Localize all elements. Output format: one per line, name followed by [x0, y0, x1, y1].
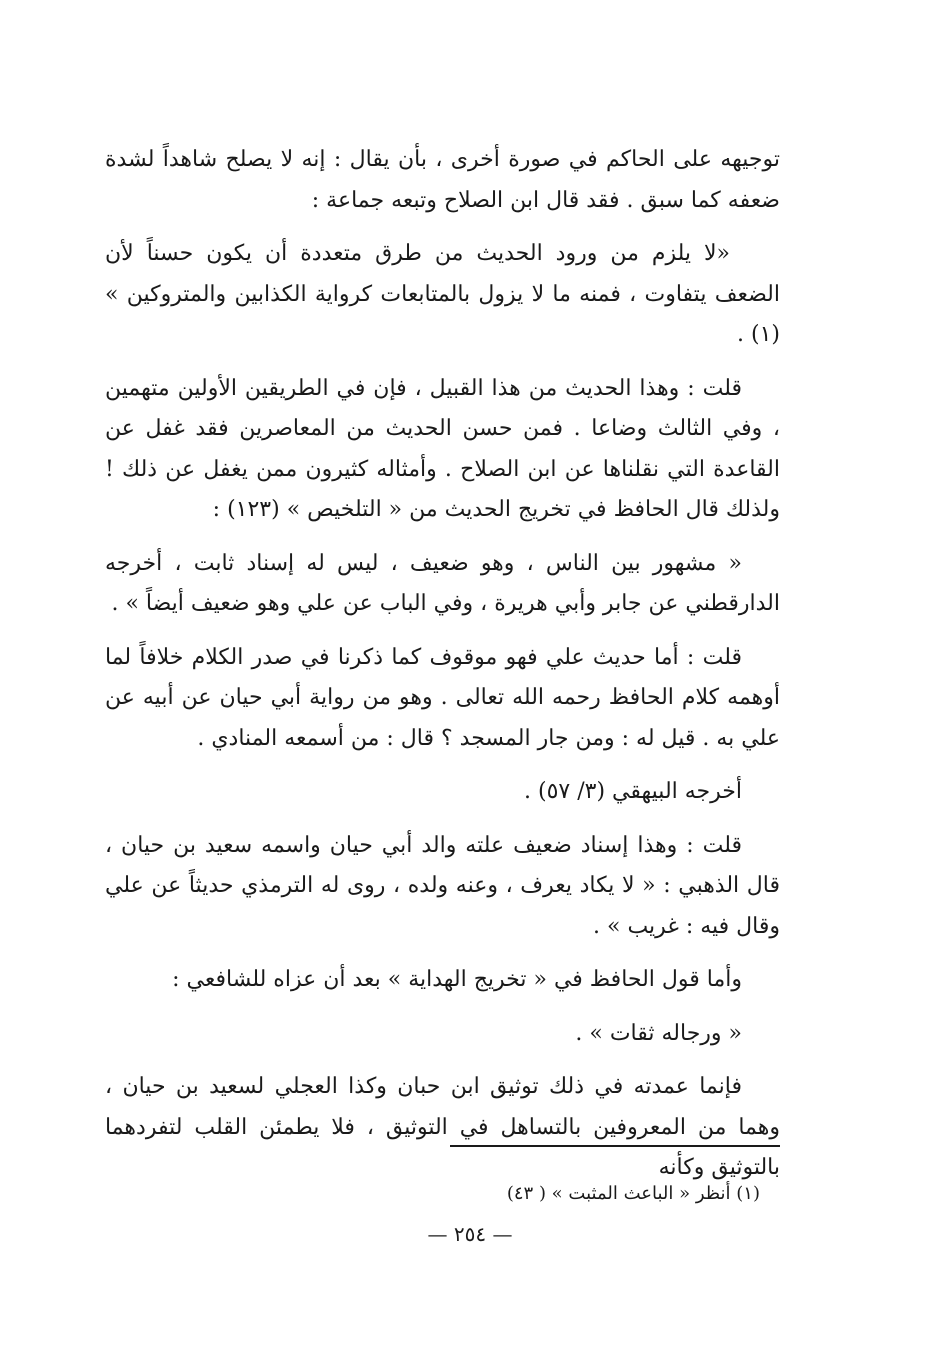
footnote-divider: [450, 1145, 780, 1147]
paragraph-quote-thiqat: « ورجاله ثقات » .: [575, 1020, 742, 1046]
paragraph-1: توجيهه على الحاكم في صورة أخرى ، بأن يقال : إنه لا يصلح شاهداً لشدة ضعفه كما سبق . فقد قال ابن الصلاح وتبعه جماعة :: [105, 147, 780, 213]
paragraph-5: قلت : أما حديث علي فهو موقوف كما ذكرنا في صدر الكلام خلافاً لما أوهمه كلام الحافظ رحمه الله تعالى . وهو من رواية أبي حيان عن أبيه عن علي به . قيل له : ومن جار المسجد ؟ قال : من أسمعه المنادي .: [105, 644, 780, 751]
paragraph-3: قلت : وهذا الحديث من هذا القبيل ، فإن في الطريقين الأولين متهمين ، وفي الثالث وضاعا . فمن حسن الحديث من المعاصرين فقد غفل عن القاعدة التي نقلناها عن ابن الصلاح . وأمثاله كثيرون ممن يغفل عن ذلك ! ولذلك قال الحافظ في تخريج الحديث من « التلخيص » (١٢٣) :: [105, 375, 780, 522]
page-number: — ٢٥٤ —: [427, 1222, 513, 1246]
paragraph-8: وأما قول الحافظ في « تخريج الهداية » بعد أن عزاه للشافعي :: [172, 967, 742, 992]
paragraph-quote-talkhis: « مشهور بين الناس ، وهو ضعيف ، ليس له إسناد ثابت ، أخرجه الدارقطني عن جابر وأبي هريرة ، وفي الباب عن علي وهو ضعيف أيضاً » .: [105, 550, 780, 616]
paragraph-quote-ibn-salah: «لا يلزم من ورود الحديث من طرق متعددة أن يكون حسناً لأن الضعف يتفاوت ، فمنه ما لا يزول بالمتابعات كرواية الكذابين والمتروكين » (١) .: [105, 241, 780, 347]
paragraph-7: قلت : وهذا إسناد ضعيف علته والد أبي حيان واسمه سعيد بن حيان ، قال الذهبي : « لا يكاد يعرف ، وعنه ولده ، روى له الترمذي حديثاً عن علي وقال فيه : غريب » .: [105, 832, 780, 939]
main-text: [105, 140, 780, 1189]
paragraph-bayhaqi: أخرجه البيهقي (٣/ ٥٧) .: [524, 779, 742, 804]
footnote: (١) أنظر « الباعث المثبت » ( ٤٣): [506, 1183, 760, 1204]
paragraph-10: فإنما عمدته في ذلك توثيق ابن حبان وكذا العجلي لسعيد بن حيان ، وهما من المعروفين بالتساهل في التوثيق ، فلا يطمئن القلب لتفردهما بالتوثيق وكأنه: [105, 1074, 780, 1180]
